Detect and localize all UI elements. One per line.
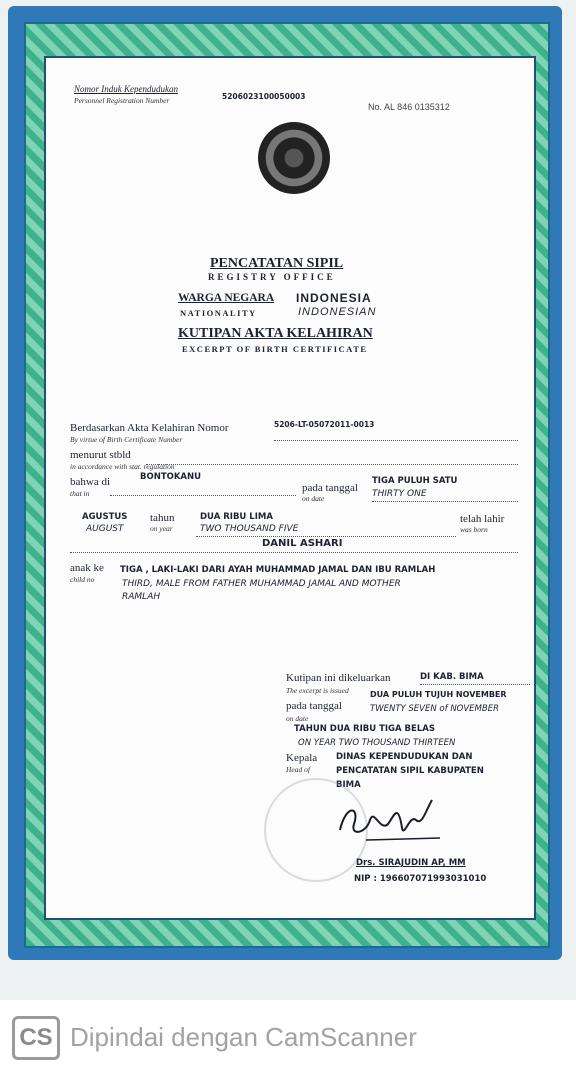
issued-at: DI KAB. BIMA <box>420 672 484 682</box>
child-label: anak ke <box>70 562 104 574</box>
signature <box>336 794 448 844</box>
nationality-value-en: INDONESIAN <box>298 306 377 318</box>
birth-day: TIGA PULUH SATU <box>372 476 458 486</box>
nationality-value: INDONESIA <box>296 291 372 305</box>
child-name: DANIL ASHARI <box>262 538 343 549</box>
head-label: Kepala <box>286 752 318 764</box>
deed-label-en: By virtue of Birth Certificate Number <box>70 435 183 444</box>
stbld-label-en: in accordance with stat. regulation <box>70 462 175 471</box>
camscanner-logo: CS <box>12 1016 60 1060</box>
child-label-en: child no <box>70 575 95 584</box>
scanner-watermark <box>0 1000 576 1074</box>
office-line-2: PENCATATAN SIPIL KABUPATEN <box>336 766 484 776</box>
place-label: bahwa di <box>70 476 111 488</box>
deed-label: Berdasarkan Akta Kelahiran Nomor <box>70 422 229 434</box>
birth-month: AGUSTUS <box>82 512 128 522</box>
certificate-paper <box>44 56 536 920</box>
garuda-emblem <box>258 122 330 194</box>
issue-year-en: ON YEAR TWO THOUSAND THIRTEEN <box>298 738 456 748</box>
issue-date-label: pada tanggal <box>286 700 342 712</box>
child-description-en: THIRD, MALE FROM FATHER MUHAMMAD JAMAL AND MOTHER <box>122 579 401 589</box>
nationality-label: WARGA NEGARA <box>178 292 275 304</box>
issue-date-en: TWENTY SEVEN of NOVEMBER <box>370 704 499 714</box>
nationality-label-en: NATIONALITY <box>180 308 257 318</box>
year-label-en: on year <box>150 524 173 533</box>
issued-label: Kutipan ini dikeluarkan <box>286 672 391 684</box>
born-label: telah lahir <box>460 513 505 525</box>
nik-label: Nomor Induk Kependudukan <box>74 84 178 94</box>
issue-date: DUA PULUH TUJUH NOVEMBER <box>370 690 507 699</box>
document-title: KUTIPAN AKTA KELAHIRAN <box>178 326 373 341</box>
birth-year: DUA RIBU LIMA <box>200 512 273 522</box>
official-nip: NIP : 196607071993031010 <box>354 874 487 884</box>
date-label: pada tanggal <box>302 482 358 494</box>
issued-label-en: The excerpt is issued <box>286 686 349 695</box>
serial-number: No. AL 846 0135312 <box>368 102 450 112</box>
issue-year: TAHUN DUA RIBU TIGA BELAS <box>294 724 435 734</box>
birth-month-en: AUGUST <box>86 524 124 534</box>
year-label: tahun <box>150 512 175 524</box>
office-title: PENCATATAN SIPIL <box>210 256 344 271</box>
born-label-en: was born <box>460 525 488 534</box>
document-title-en: EXCERPT OF BIRTH CERTIFICATE <box>182 344 368 354</box>
date-label-en: on date <box>302 494 325 503</box>
child-description: TIGA , LAKI-LAKI DARI AYAH MUHAMMAD JAMAL DAN IBU RAMLAH <box>120 565 436 575</box>
camscanner-text: Dipindai dengan CamScanner <box>70 1022 417 1052</box>
nik-label-en: Personnel Registration Number <box>74 96 170 105</box>
stbld-label: menurut stbld <box>70 449 131 461</box>
nik-value: 5206023100050003 <box>222 92 306 101</box>
birth-day-en: THIRTY ONE <box>372 489 427 499</box>
head-label-en: Head of <box>286 765 310 774</box>
issue-date-label-en: on date <box>286 714 309 723</box>
child-description-en-2: RAMLAH <box>122 592 161 602</box>
official-name: Drs. SIRAJUDIN AP, MM <box>356 858 466 868</box>
place-label-en: that in <box>70 489 90 498</box>
birth-place: BONTOKANU <box>140 472 202 482</box>
deed-number: 5206-LT-05072011-0013 <box>274 420 375 429</box>
birth-year-en: TWO THOUSAND FIVE <box>200 524 299 534</box>
office-title-en: REGISTRY OFFICE <box>208 272 336 282</box>
office-line-1: DINAS KEPENDUDUKAN DAN <box>336 752 473 762</box>
office-line-3: BIMA <box>336 780 361 790</box>
